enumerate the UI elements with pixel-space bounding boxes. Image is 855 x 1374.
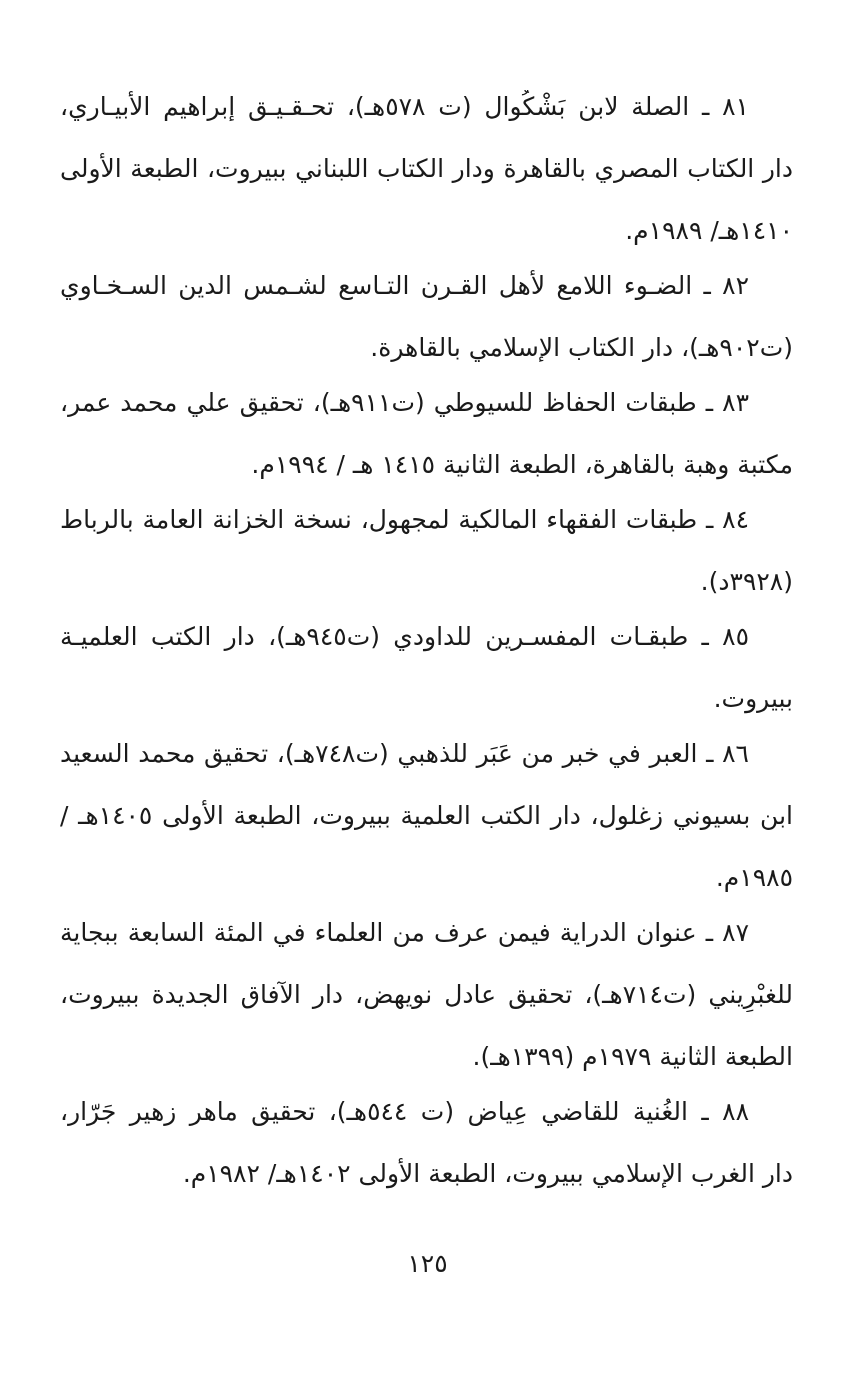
page-number: ١٢٥: [407, 1249, 448, 1278]
entry-line: الطبعة الثانية ١٩٧٩م (١٣٩٩هـ).: [472, 1042, 793, 1071]
entry-line: دار الغرب الإسلامي ببيروت، الطبعة الأولى ١٤٠٢هـ/ ١٩٨٢م.: [182, 1159, 793, 1188]
bibliography-entry-86: [60, 737, 793, 895]
entry-line: ١٤١٠هـ/ ١٩٨٩م.: [625, 216, 793, 245]
entry-line: دار الكتاب المصري بالقاهرة ودار الكتاب اللبناني ببيروت، الطبعة الأولى: [60, 154, 793, 183]
entry-line: ببيروت.: [713, 684, 793, 713]
entry-line: مكتبة وهبة بالقاهرة، الطبعة الثانية ١٤١٥ هـ / ١٩٩٤م.: [251, 450, 793, 479]
entry-line: ٨٤ ـ طبقات الفقهاء المالكية لمجهول، نسخة الخزانة العامة بالرباط: [60, 505, 749, 534]
entry-line: (ت٩٠٢هـ)، دار الكتاب الإسلامي بالقاهرة.: [370, 333, 793, 362]
entry-line: ٨٨ ـ الغُنية للقاضي عِياض (ت ٥٤٤هـ)، تحقيق ماهر زهير جَرّار،: [60, 1097, 749, 1126]
entry-line: ٨٦ ـ العبر في خبر من عَبَر للذهبي (ت٧٤٨هـ)، تحقيق محمد السعيد: [60, 739, 749, 768]
entry-line: ٨٣ ـ طبقات الحفاظ للسيوطي (ت٩١١هـ)، تحقيق علي محمد عمر،: [60, 388, 750, 417]
bibliography-entry-81: [60, 90, 793, 248]
entry-line: ٨٢ ـ الضـوء اللامع لأهل القـرن التـاسع لشـمس الدين السـخـاوي: [60, 271, 749, 300]
entry-line: ٨١ ـ الصلة لابن بَشْكُوال (ت ٥٧٨هـ)، تحـقـيـق إبراهيم الأبيـاري،: [60, 92, 749, 121]
entry-line: ٨٥ ـ طبقـات المفسـرين للداودي (ت٩٤٥هـ)، دار الكتب العلميـة: [60, 622, 749, 651]
bibliography-entry-82: [60, 269, 793, 365]
bibliography-entry-88: [60, 1095, 793, 1191]
bibliography-entry-84: [60, 503, 793, 599]
bibliography-entry-87: [60, 916, 793, 1074]
bibliography-entry-83: [60, 386, 793, 482]
entry-line: ٨٧ ـ عنوان الدراية فيمن عرف من العلماء في المئة السابعة ببجاية: [60, 918, 749, 947]
bibliography-page: [60, 90, 793, 1212]
entry-line: ابن بسيوني زغلول، دار الكتب العلمية ببيروت، الطبعة الأولى ١٤٠٥هـ /: [60, 801, 793, 830]
bibliography-entry-85: [60, 620, 793, 716]
entry-line: للغبْرِيني (ت٧١٤هـ)، تحقيق عادل نويهض، دار الآفاق الجديدة ببيروت،: [60, 980, 793, 1009]
entry-line: ١٩٨٥م.: [715, 863, 793, 892]
entry-line: (٣٩٢٨د).: [700, 567, 793, 596]
